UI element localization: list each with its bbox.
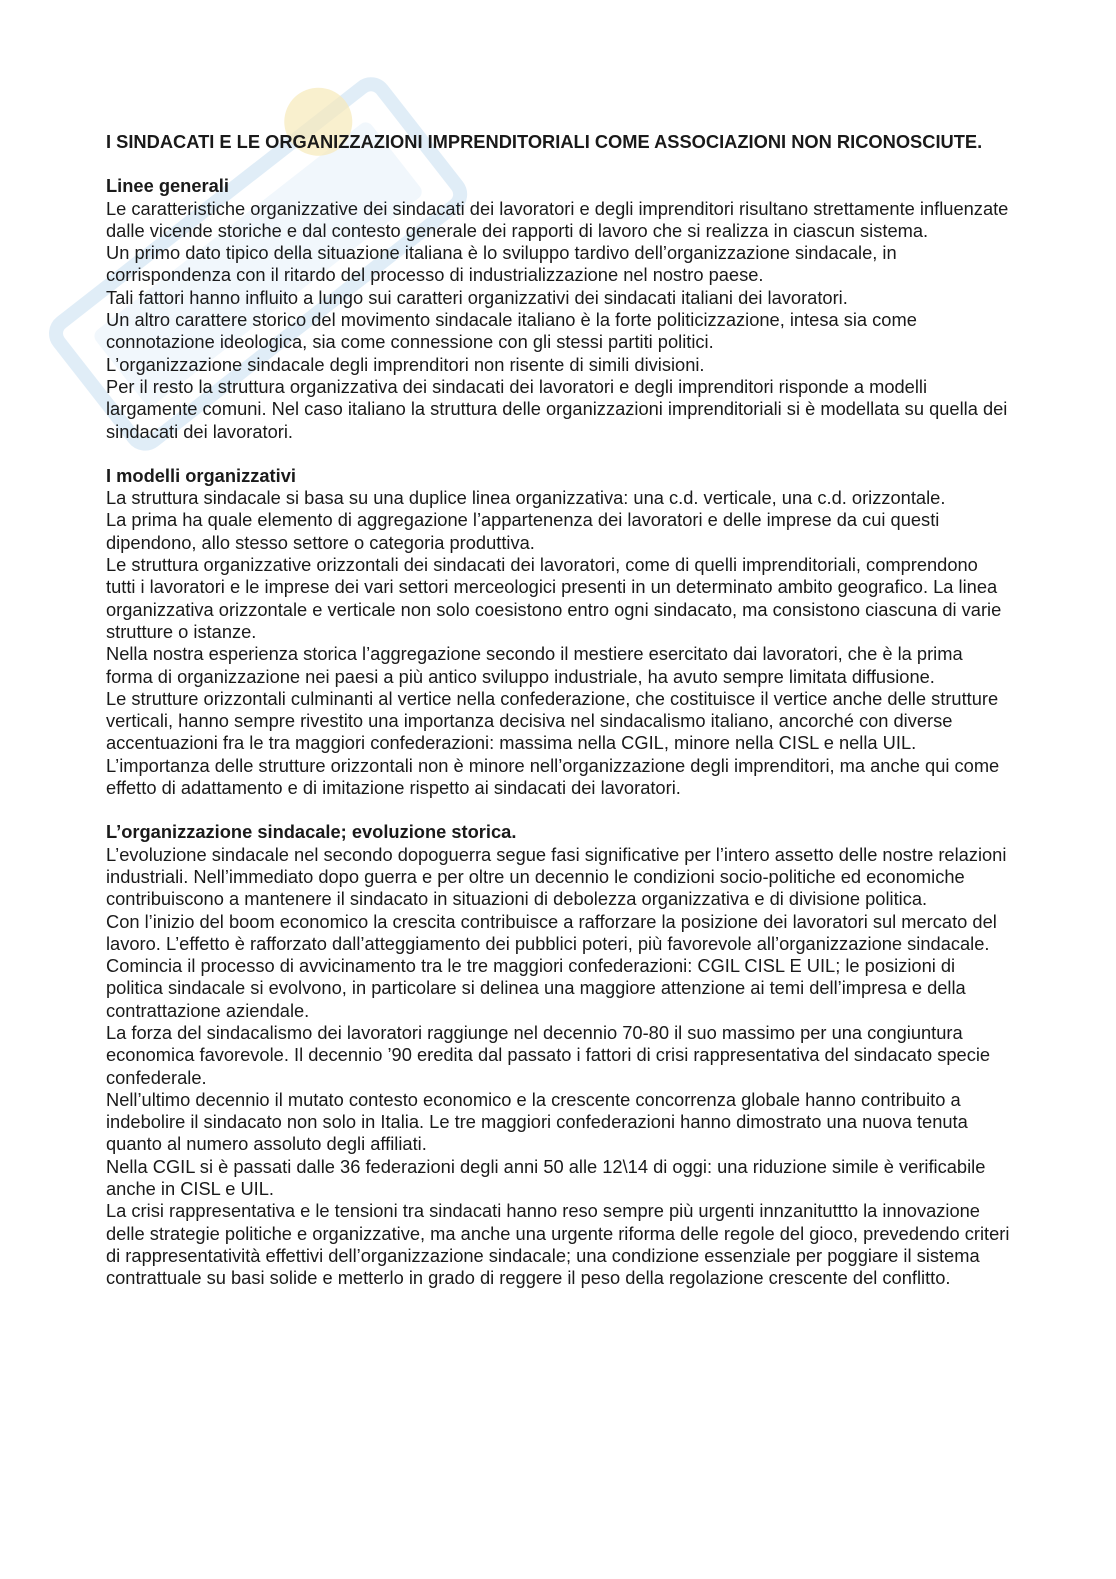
document-page bbox=[106, 131, 1011, 1312]
paragraph: Le caratteristiche organizzative dei sindacati dei lavoratori e degli imprenditori risultano strettamente influenzate dalle vicende storiche e dal contesto generale dei rapporti di lavoro che si realizza in ciascun sistema. bbox=[106, 197, 1009, 241]
section-modelli-organizzativi bbox=[106, 465, 1011, 799]
section-heading: Linee generali bbox=[106, 175, 229, 197]
paragraph: L’importanza delle strutture orizzontali non è minore nell’organizzazione degli imprenditori, ma anche qui come effetto di adattamento e di imitazione rispetto ai sindacati dei lavoratori. bbox=[106, 754, 1000, 799]
paragraph: Per il resto la struttura organizzativa dei sindacati dei lavoratori e degli imprenditori risponde a modelli largamente comuni. Nel caso italiano la struttura delle organizzazioni imprenditoriali si è modellata su quella dei sindacati dei lavoratori. bbox=[106, 375, 1008, 442]
paragraph: Nella CGIL si è passati dalle 36 federazioni degli anni 50 alle 12\14 di oggi: una riduzione simile è verificabile anche in CISL e UIL. bbox=[106, 1155, 986, 1200]
paragraph: Un altro carattere storico del movimento sindacale italiano è la forte politicizzazione, intesa sia come connotazione ideologica, sia come connessione con gli stessi partiti politici. bbox=[106, 309, 917, 353]
paragraph: Le struttura organizzative orizzontali dei sindacati dei lavoratori, come di quelli imprenditoriali, comprendono tutti i lavoratori e le imprese dei vari settori merceologici presenti in un determinato ambito geografico. La linea organizzativa orizzontale e verticale non solo coesistono entro ogni sindacato, ma consistono ciascuna di varie strutture o istanze. bbox=[106, 554, 1002, 642]
section-heading: L’organizzazione sindacale; evoluzione storica. bbox=[106, 821, 517, 843]
paragraph: L’evoluzione sindacale nel secondo dopoguerra segue fasi significative per l’intero assetto delle nostre relazioni industriali. Nell’immediato dopo guerra e per oltre un decennio le condizioni socio-politiche ed economiche contribuiscono a mantenere il sindacato in situazioni di debolezza organizzativa e di divisione politica. bbox=[106, 843, 1007, 910]
section-linee-generali bbox=[106, 175, 1011, 443]
paragraph: La forza del sindacalismo dei lavoratori raggiunge nel decennio 70-80 il suo massimo per una congiuntura economica favorevole. Il decennio ’90 eredita dal passato i fattori di crisi rappresentativa del sindacato specie confederale. bbox=[106, 1021, 991, 1088]
paragraph: Un primo dato tipico della situazione italiana è lo sviluppo tardivo dell’organizzazione sindacale, in corrispondenza con il ritardo del processo di industrializzazione nel nostro paese. bbox=[106, 242, 897, 286]
section-evoluzione-storica bbox=[106, 821, 1011, 1289]
paragraph: La crisi rappresentativa e le tensioni tra sindacati hanno reso sempre più urgenti innzanituttto la innovazione delle strategie politiche e organizzative, ma anche una urgente riforma delle regole del gioco, prevedendo criteri di rappresentatività effettivi dell’organizzazione sindacale; una condizione essenziale per poggiare il sistema contrattuale su basi solide e metterlo in grado di reggere il peso della regolazione crescente del conflitto. bbox=[106, 1200, 1010, 1289]
paragraph: Le strutture orizzontali culminanti al vertice nella confederazione, che costituisce il vertice anche delle strutture verticali, hanno sempre rivestito una importanza decisiva nel sindacalismo italiano, ancorché con diverse accentuazioni fra le tra maggiori confederazioni: massima nella CGIL, minore nella CISL e nella UIL. bbox=[106, 687, 999, 754]
paragraph: L’organizzazione sindacale degli imprenditori non risente di simili divisioni. bbox=[106, 353, 705, 375]
section-heading: I modelli organizzativi bbox=[106, 464, 296, 486]
paragraph: Tali fattori hanno influito a lungo sui caratteri organizzativi dei sindacati italiani dei lavoratori. bbox=[106, 286, 848, 308]
paragraph: Nell’ultimo decennio il mutato contesto economico e la crescente concorrenza globale hanno contribuito a indebolire il sindacato non solo in Italia. Le tre maggiori confederazioni hanno dimostrato una nuova tenuta quanto al numero assoluto degli affiliati. bbox=[106, 1088, 968, 1155]
document-title: I SINDACATI E LE ORGANIZZAZIONI IMPRENDITORIALI COME ASSOCIAZIONI NON RICONOSCIUTE. bbox=[106, 131, 983, 152]
paragraph: La struttura sindacale si basa su una duplice linea organizzativa: una c.d. verticale, una c.d. orizzontale. bbox=[106, 487, 946, 509]
paragraph: La prima ha quale elemento di aggregazione l’appartenenza dei lavoratori e delle imprese da cui questi dipendono, allo stesso settore o categoria produttiva. bbox=[106, 509, 940, 553]
paragraph: Con l’inizio del boom economico la crescita contribuisce a rafforzare la posizione dei lavoratori sul mercato del lavoro. L’effetto è rafforzato dall’atteggiamento dei pubblici poteri, più favorevole all’organizzazione sindacale. Comincia il processo di avvicinamento tra le tre maggiori confederazioni: CGIL CISL E UIL; le posizioni di politica sindacale si evolvono, in particolare si delinea una maggiore attenzione ai temi dell’impresa e della contrattazione aziendale. bbox=[106, 910, 997, 1021]
paragraph: Nella nostra esperienza storica l’aggregazione secondo il mestiere esercitato dai lavoratori, che è la prima forma di organizzazione nei paesi a più antico sviluppo industriale, ha avuto sempre limitata diffusione. bbox=[106, 643, 963, 687]
